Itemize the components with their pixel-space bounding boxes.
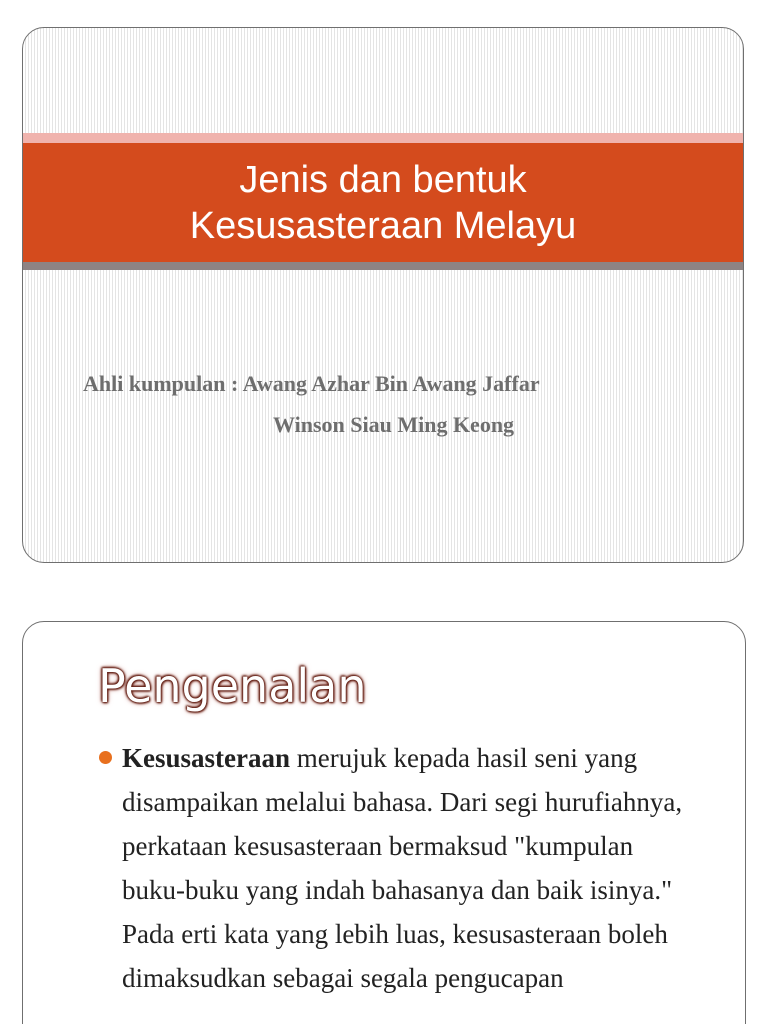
- introduction-slide: [22, 621, 746, 1024]
- bullet-body: merujuk kepada hasil seni yang disampaikan melalui bahasa. Dari segi hurufiahnya, perkataan kesusasteraan bermaksud "kumpulan buku-buku yang indah bahasanya dan baik isinya." Pada erti kata yang lebih luas, kesusasteraan boleh dimaksudkan sebagai segala pengucapan: [122, 743, 683, 993]
- pink-accent-stripe: [23, 133, 743, 143]
- title-slide: [22, 27, 744, 563]
- slide-title-line-2: Kesusasteraan Melayu: [189, 204, 577, 247]
- bullet-dot-icon: [99, 751, 112, 764]
- title-band: [23, 143, 743, 262]
- slide-heading: Pengenalan: [98, 659, 367, 713]
- bullet-text: [122, 736, 699, 1000]
- gray-accent-stripe: [23, 262, 743, 270]
- bullet-item: [99, 736, 699, 1000]
- slide-title-line-1: Jenis dan bentuk: [239, 158, 527, 201]
- group-members-label: Ahli kumpulan : Awang Azhar Bin Awang Jaffar: [83, 371, 540, 396]
- group-member-name: Winson Siau Ming Keong: [273, 412, 515, 437]
- bullet-bold-term: Kesusasteraan: [122, 743, 290, 773]
